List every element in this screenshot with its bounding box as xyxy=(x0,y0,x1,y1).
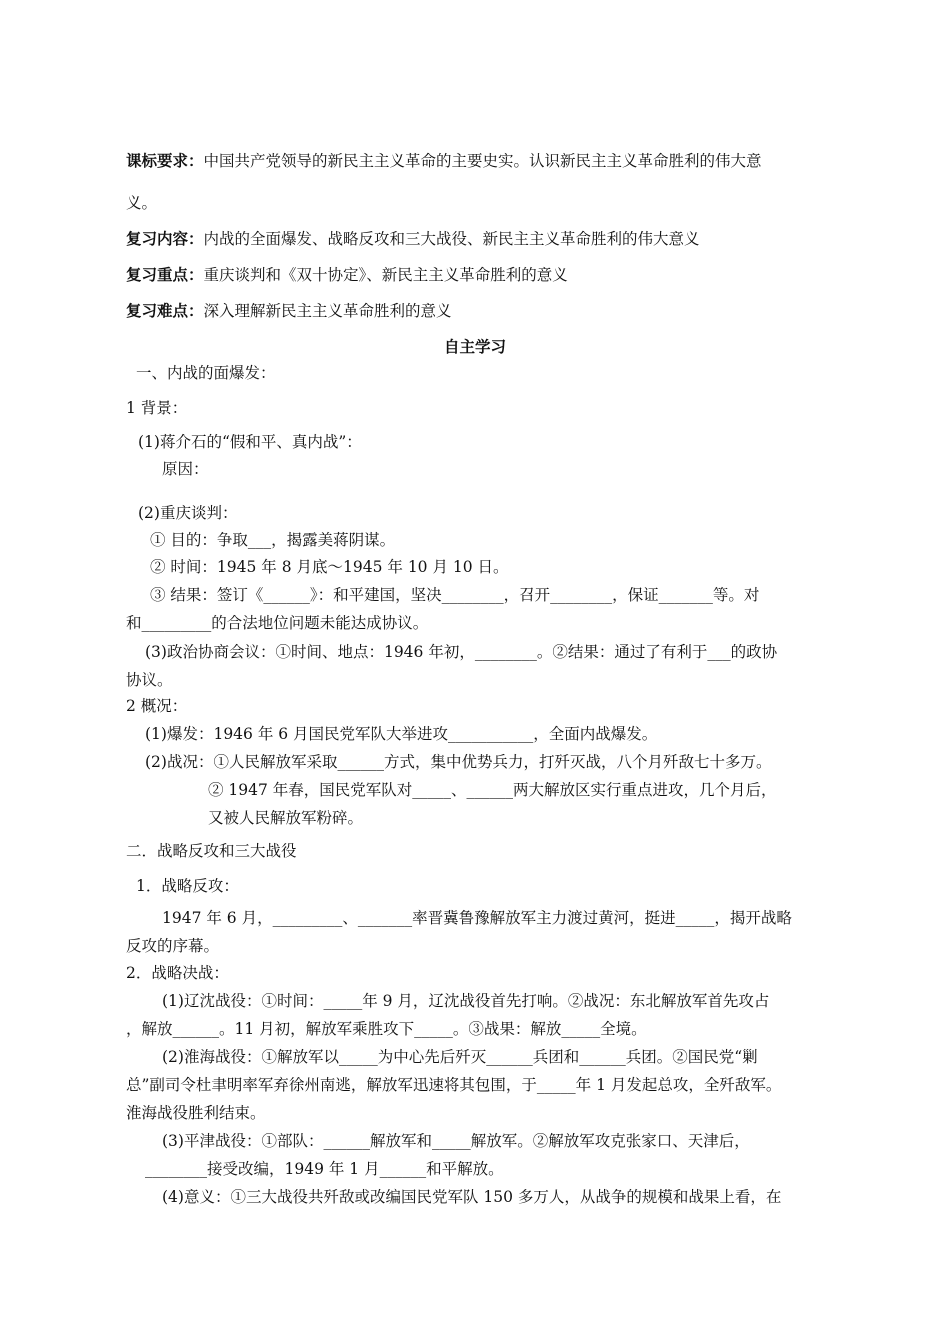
line-huaihai: (2)淮海战役：①解放军以_____为中心先后歼灭______兵团和______兵团。②国民党“剿 xyxy=(162,1048,758,1066)
line-1947-spring: ② 1947 年春，国民党军队对_____、______两大解放区实行重点进攻，几个月后， xyxy=(208,781,777,799)
curriculum-text: 中国共产党领导的新民主主义革命的主要史实。认识新民主主义革命胜利的伟大意 xyxy=(203,152,762,170)
line-prelude: 反攻的序幕。 xyxy=(126,937,220,955)
line-time: ② 时间：1945 年 8 月底～1945 年 10 月 10 日。 xyxy=(150,558,509,576)
line-counter-offensive: 1．战略反攻： xyxy=(136,877,239,895)
section-title: 自主学习 xyxy=(443,337,506,356)
label-curriculum: 课标要求： xyxy=(126,151,204,170)
review-focus-text: 重庆谈判和《双十协定》、新民主主义革命胜利的意义 xyxy=(203,266,568,284)
review-content-text: 内战的全面爆发、战略反攻和三大战役、新民主主义革命胜利的伟大意义 xyxy=(203,230,700,248)
line-1947-june: 1947 年 6 月，_________、_______率晋冀鲁豫解放军主力渡过黄河，挺进_____，揭开战略 xyxy=(162,909,792,927)
line-decisive: 2．战略决战： xyxy=(126,964,229,982)
line-chongqing: (2)重庆谈判： xyxy=(138,504,238,522)
line-battle-status: (2)战况：①人民解放军采取______方式，集中优势兵力，打歼灭战，八个月歼敌七十多万。 xyxy=(145,753,772,771)
line-significance: (4)意义：①三大战役共歼敌或改编国民党军队 150 多万人，从战争的规模和战果上看，在 xyxy=(162,1188,782,1206)
curriculum-text-cont: 义。 xyxy=(126,194,158,212)
review-focus xyxy=(126,265,568,285)
review-difficulty xyxy=(126,301,452,321)
label-review-focus: 复习重点： xyxy=(126,265,204,284)
curriculum-requirement xyxy=(126,151,762,171)
review-difficulty-text: 深入理解新民主主义革命胜利的意义 xyxy=(203,302,452,320)
line-outbreak: (1)爆发：1946 年 6 月国民党军队大举进攻___________，全面内战爆发。 xyxy=(145,725,658,743)
line-huaihai-cont: 总”副司令杜聿明率军弃徐州南逃，解放军迅速将其包围，于_____年 1 月发起总攻，全歼敌军。 xyxy=(126,1076,782,1094)
line-reason: 原因： xyxy=(162,460,209,478)
line-fake-peace: (1)蒋介石的“假和平、真内战”： xyxy=(138,433,362,451)
label-review-content: 复习内容： xyxy=(126,229,204,248)
review-content xyxy=(126,229,700,249)
line-liaoshen: (1)辽沈战役：①时间：_____年 9 月，辽沈战役首先打响。②战况：东北解放军首先攻占 xyxy=(162,992,770,1010)
line-purpose: ① 目的：争取___，揭露美蒋阴谋。 xyxy=(150,531,396,549)
curriculum-requirement-cont xyxy=(126,193,157,213)
line-result: ③ 结果：签订《______》：和平建国，坚决________，召开________，保证_______等。对 xyxy=(150,586,760,604)
line-background: 1 背景： xyxy=(126,399,188,417)
line-pingjin: (3)平津战役：①部队：______解放军和_____解放军。②解放军攻克张家口、天津后， xyxy=(162,1132,750,1150)
line-pcc: (3)政治协商会议：①时间、地点：1946 年初，________。②结果：通过了有利于___的政协 xyxy=(145,643,778,661)
heading-strategic: 二．战略反攻和三大战役 xyxy=(126,842,297,860)
line-pingjin-cont: ________接受改编，1949 年 1 月______和平解放。 xyxy=(145,1160,504,1178)
line-huaihai-end: 淮海战役胜利结束。 xyxy=(126,1104,266,1122)
heading-civil-war: 一、内战的面爆发： xyxy=(136,364,276,382)
label-review-difficulty: 复习难点： xyxy=(126,301,204,320)
line-smashed: 又被人民解放军粉碎。 xyxy=(208,809,364,827)
line-liaoshen-cont: ，解放______。11 月初，解放军乘胜攻下_____。③战果：解放_____全境。 xyxy=(126,1020,647,1038)
line-overview: 2 概况： xyxy=(126,697,188,715)
line-result-cont: 和_________的合法地位问题未能达成协议。 xyxy=(126,614,429,632)
line-pcc-cont: 协议。 xyxy=(126,671,173,689)
